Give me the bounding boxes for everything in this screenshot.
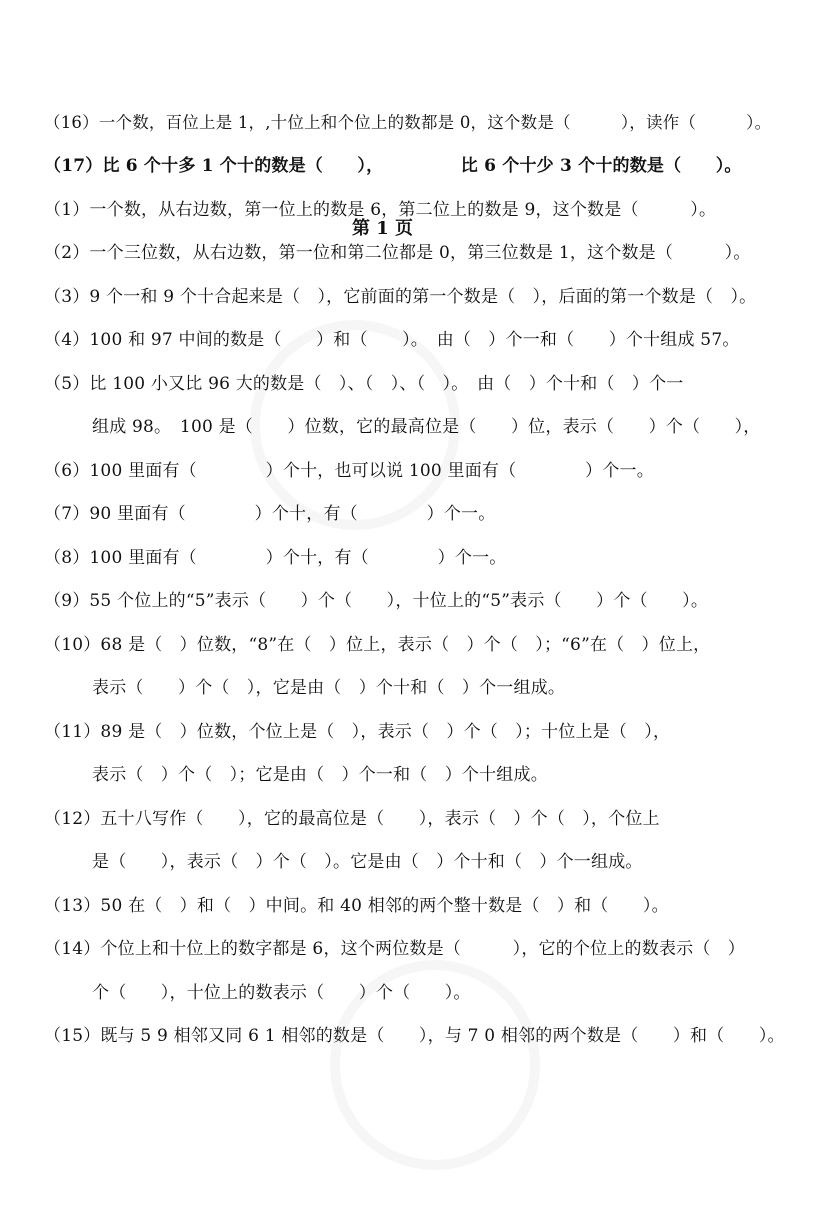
- question-17: （17）比 6 个十多 1 个十的数是（ ）， 比 6 个十少 3 个十的数是（ ）。: [44, 156, 742, 176]
- question-3: （3）9 个一和 9 个十合起来是（ ），它前面的第一个数是（ ），后面的第一个数是（ ）。: [44, 287, 757, 307]
- question-13: （13）50 在（ ）和（ ）中间。和 40 相邻的两个整十数是（ ）和（ ）。: [44, 896, 669, 916]
- question-16: （16）一个数，百位上是 1，,十位上和个位上的数都是 0，这个数是（ ），读作（ ）。: [44, 113, 772, 132]
- question-7: （7）90 里面有（ ）个十，有（ ）个一。: [44, 504, 496, 524]
- question-12-continued: 是（ ），表示（ ）个（ ）。它是由（ ）个十和（ ）个一组成。: [92, 852, 643, 872]
- question-12: （12）五十八写作（ ），它的最高位是（ ），表示（ ）个（ ），个位上: [44, 809, 660, 829]
- question-11: （11）89 是（ ）位数，个位上是（ ），表示（ ）个（ ）；十位上是（ ），: [44, 722, 671, 742]
- watermark-seal: [289, 919, 581, 1211]
- question-10-continued: 表示（ ）个（ ），它是由（ ）个十和（ ）个一组成。: [92, 678, 566, 698]
- question-5-continued: 组成 98。 100 是（ ）位数，它的最高位是（ ）位，表示（ ）个（ ），: [92, 417, 761, 437]
- question-14-continued: 个（ ），十位上的数表示（ ）个（ ）。: [92, 983, 471, 1003]
- question-8: （8）100 里面有（ ）个十，有（ ）个一。: [44, 548, 507, 568]
- question-1: （1）一个数，从右边数，第一位上的数是 6，第二位上的数是 9，这个数是（ ）。: [44, 200, 717, 220]
- question-4: （4）100 和 97 中间的数是（ ）和（ ）。 由（ ）个一和（ ）个十组成 57。: [44, 330, 740, 350]
- question-2: （2）一个三位数，从右边数，第一位和第二位都是 0，第三位数是 1，这个数是（ ）。: [44, 243, 751, 263]
- question-11-continued: 表示（ ）个（ ）；它是由（ ）个一和（ ）个十组成。: [92, 765, 548, 785]
- page-number: 第 1 页: [352, 218, 414, 239]
- question-9: （9）55 个位上的“5”表示（ ）个（ ），十位上的“5”表示（ ）个（ ）。: [44, 591, 709, 611]
- question-14: （14）个位上和十位上的数字都是 6，这个两位数是（ ），它的个位上的数表示（ ）: [44, 939, 745, 959]
- question-10: （10）68 是（ ）位数，“8”在（ ）位上，表示（ ）个（ ）；“6”在（ ）位上，: [44, 635, 711, 655]
- question-15: （15）既与 5 9 相邻又同 6 1 相邻的数是（ ），与 7 0 相邻的两个数是（ ）和（ ）。: [44, 1026, 785, 1046]
- question-5: （5）比 100 小又比 96 大的数是（ ）、（ ）、（ ）。 由（ ）个十和（ ）个一: [44, 374, 684, 394]
- question-6: （6）100 里面有（ ）个十，也可以说 100 里面有（ ）个一。: [44, 461, 654, 481]
